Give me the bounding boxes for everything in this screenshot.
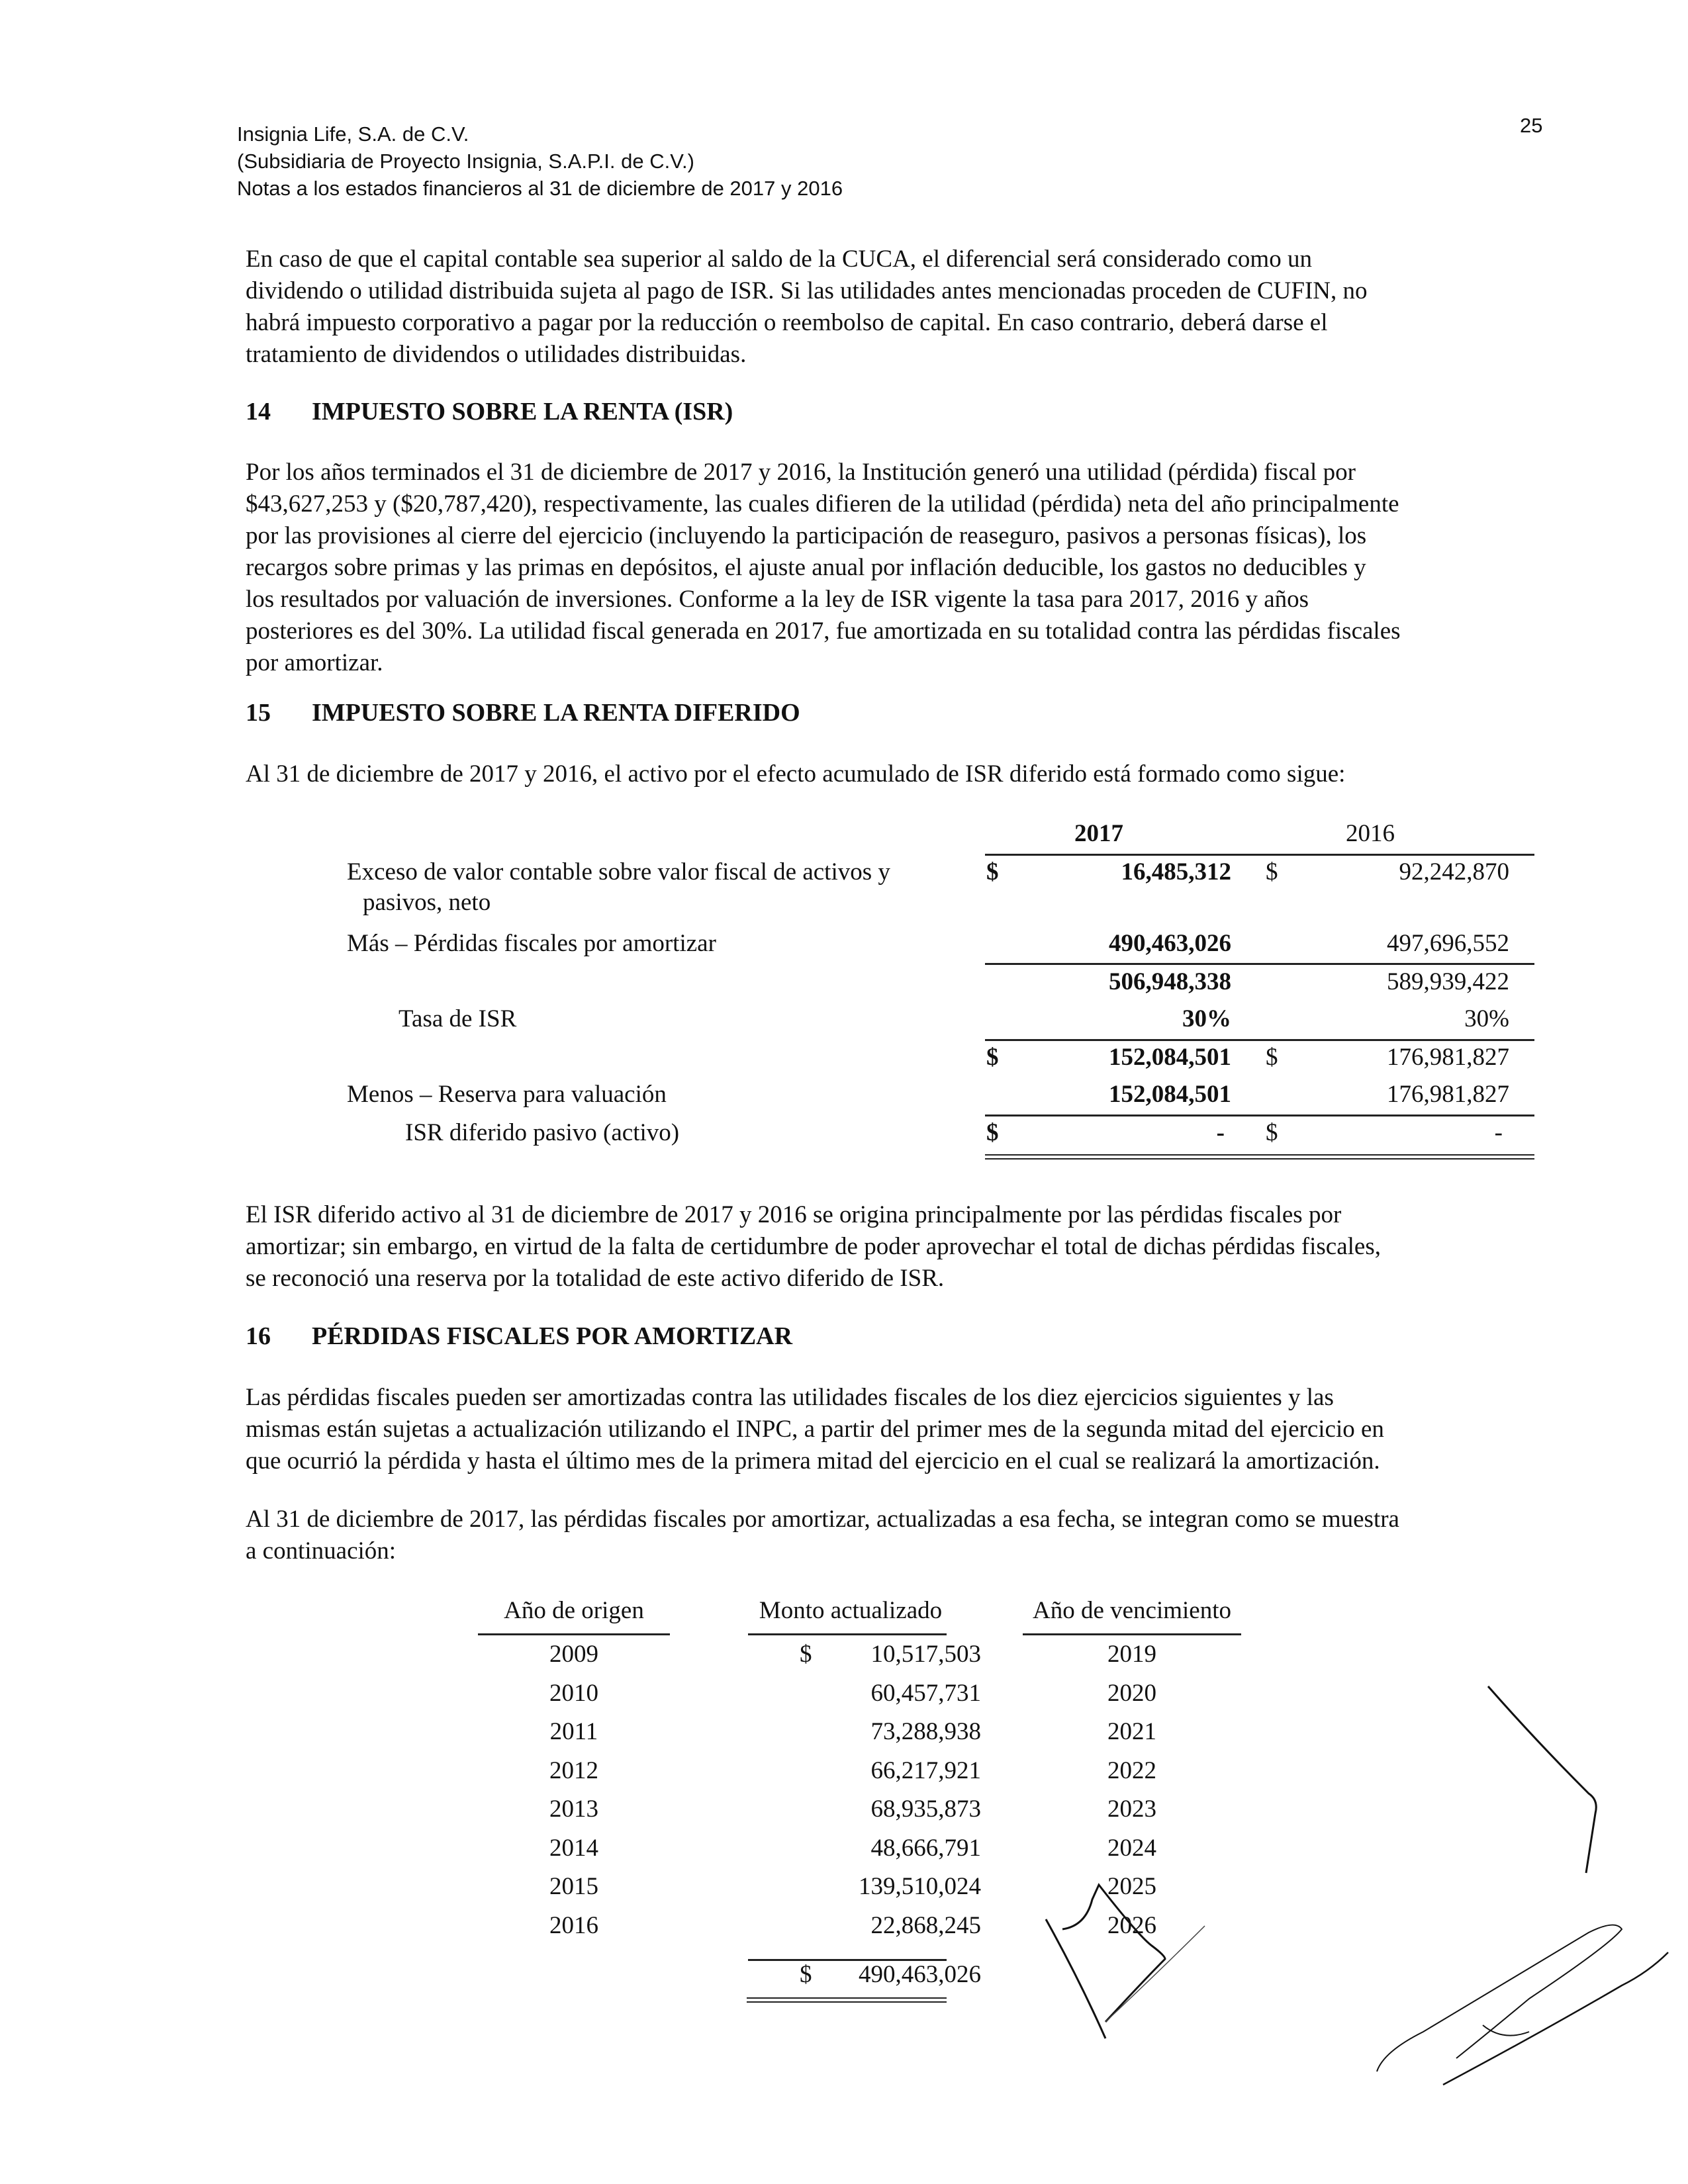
updated-amount: 10,517,503 [870,1641,981,1668]
text-line: posteriores es del 30%. La utilidad fiscal generada en 2017, fue amortizada en su totalidad contra las pérdidas fiscales [246,617,1401,645]
currency-sign: $ [1266,1119,1278,1146]
text-line: por las provisiones al cierre del ejercicio (incluyendo la participación de reaseguro, pasivos a personas físicas), los [246,522,1367,549]
updated-amount: 22,868,245 [870,1912,981,1939]
row-label: Más – Pérdidas fiscales por amortizar [347,930,716,957]
total-amount: 490,463,026 [859,1961,981,1988]
value-2016: 497,696,552 [1387,930,1509,957]
currency-sign: $ [986,858,999,886]
rule [985,1039,1534,1041]
value-2016: 176,981,827 [1387,1081,1509,1108]
expiry-year: 2019 [1107,1641,1156,1668]
section-15-intro: Al 31 de diciembre de 2017 y 2016, el activo por el efecto acumulado de ISR diferido está formado como sigue: [246,760,1346,788]
section-15-heading [246,698,800,727]
row-label: Menos – Reserva para valuación [347,1081,667,1108]
rule [478,1633,670,1635]
section-16-paragraph-1 [246,1382,1556,1477]
document-header [237,120,843,202]
column-header-2016: 2016 [1346,820,1395,847]
double-rule-bottom [747,2001,947,2003]
origin-year: 2009 [549,1641,598,1668]
origin-year: 2016 [549,1912,598,1939]
updated-amount: 139,510,024 [859,1873,981,1900]
row-label: Exceso de valor contable sobre valor fiscal de activos y [347,858,890,886]
text-line: tratamiento de dividendos o utilidades distribuidas. [246,341,747,368]
origin-year: 2015 [549,1873,598,1900]
text-line: En caso de que el capital contable sea superior al saldo de la CUCA, el diferencial será considerado como un [246,246,1312,273]
section-number: 14 [246,398,271,426]
expiry-year: 2020 [1107,1680,1156,1707]
currency-sign: $ [800,1961,812,1988]
value-2017: - [1216,1119,1225,1146]
rule [748,1633,947,1635]
row-label-cont: pasivos, neto [363,889,491,916]
column-header-updated-amount: Monto actualizado [759,1597,943,1624]
rule [985,963,1534,965]
text-line: Por los años terminados el 31 de diciembre de 2017 y 2016, la Institución generó una utilidad (pérdida) fiscal por [246,459,1356,486]
value-2017: 152,084,501 [1109,1081,1231,1108]
signature-initial-mark [1483,1681,1615,1893]
origin-year: 2010 [549,1680,598,1707]
value-2016: 92,242,870 [1399,858,1509,886]
text-line: mismas están sujetas a actualización utilizando el INPC, a partir del primer mes de la segunda mitad del ejercicio en [246,1416,1384,1443]
row-label: ISR diferido pasivo (activo) [405,1119,680,1146]
expiry-year: 2022 [1107,1757,1156,1784]
section-14-heading [246,397,733,426]
value-2017: 490,463,026 [1109,930,1231,957]
updated-amount: 66,217,921 [870,1757,981,1784]
text-line: recargos sobre primas y las primas en depósitos, el ajuste anual por inflación deducible, los gastos no deducibles y [246,554,1366,581]
section-number: 16 [246,1322,271,1350]
section-title: IMPUESTO SOBRE LA RENTA (ISR) [312,398,733,426]
expiry-year: 2023 [1107,1796,1156,1823]
text-line: $43,627,253 y ($20,787,420), respectivamente, las cuales difieren de la utilidad (pérdida) neta del año principalmente [246,490,1399,518]
expiry-year: 2021 [1107,1718,1156,1745]
signature-1 [1033,1873,1324,2124]
notes-subtitle: Notas a los estados financieros al 31 de diciembre de 2017 y 2016 [237,177,843,200]
expiry-year: 2025 [1107,1873,1156,1900]
updated-amount: 73,288,938 [870,1718,981,1745]
value-2016: - [1494,1119,1503,1146]
text-line: El ISR diferido activo al 31 de diciembre de 2017 y 2016 se origina principalmente por las pérdidas fiscales por [246,1201,1342,1228]
double-rule-top [747,1997,947,1999]
expiry-year: 2026 [1107,1912,1156,1939]
currency-sign: $ [986,1119,999,1146]
text-line: amortizar; sin embargo, en virtud de la falta de certidumbre de poder aprovechar el total de dichas pérdidas fiscales, [246,1233,1382,1260]
value-2017: 16,485,312 [1121,858,1231,886]
text-line: que ocurrió la pérdida y hasta el último mes de la primera mitad del ejercicio en el cual se realizará la amortización. [246,1447,1380,1475]
value-2017: 506,948,338 [1109,968,1231,995]
signature-2 [1370,1899,1681,2098]
updated-amount: 68,935,873 [870,1796,981,1823]
currency-sign: $ [800,1641,812,1668]
column-header-expiry-year: Año de vencimiento [1032,1597,1232,1624]
double-rule-top [985,1154,1534,1156]
currency-sign: $ [1266,1044,1278,1071]
column-header-origin-year: Año de origen [504,1597,644,1624]
parent-company: (Subsidiaria de Proyecto Insignia, S.A.P.I. de C.V.) [237,150,694,173]
updated-amount: 48,666,791 [870,1835,981,1862]
origin-year: 2013 [549,1796,598,1823]
updated-amount: 60,457,731 [870,1680,981,1707]
text-line: Las pérdidas fiscales pueden ser amortizadas contra las utilidades fiscales de los diez ejercicios siguientes y las [246,1384,1334,1411]
value-2017: 30% [1182,1005,1231,1032]
section-15-after-paragraph [246,1199,1556,1295]
value-2016: 589,939,422 [1387,968,1509,995]
text-line: dividendo o utilidad distribuida sujeta al pago de ISR. Si las utilidades antes mencionadas proceden de CUFIN, no [246,277,1368,304]
rule [1023,1633,1241,1635]
section-title: IMPUESTO SOBRE LA RENTA DIFERIDO [312,699,800,727]
text-line: a continuación: [246,1537,397,1565]
value-2017: 152,084,501 [1109,1044,1231,1071]
section-title: PÉRDIDAS FISCALES POR AMORTIZAR [312,1322,793,1350]
page-number: 25 [1520,114,1543,137]
section-16-paragraph-2 [246,1504,1556,1567]
column-header-2017: 2017 [1074,820,1123,847]
company-name: Insignia Life, S.A. de C.V. [237,122,469,146]
value-2016: 30% [1464,1005,1509,1032]
double-rule-bottom [985,1158,1534,1160]
text-line: por amortizar. [246,649,383,676]
rule [985,1115,1534,1116]
text-line: los resultados por valuación de inversiones. Conforme a la ley de ISR vigente la tasa para 2017, 2016 y años [246,586,1309,613]
section-14-paragraph [246,457,1556,679]
origin-year: 2014 [549,1835,598,1862]
text-line: habrá impuesto corporativo a pagar por la reducción o reembolso de capital. En caso contrario, deberá darse el [246,309,1328,336]
section-16-heading [246,1322,792,1351]
text-line: se reconoció una reserva por la totalidad de este activo diferido de ISR. [246,1265,945,1292]
currency-sign: $ [1266,858,1278,886]
text-line: Al 31 de diciembre de 2017, las pérdidas fiscales por amortizar, actualizadas a esa fecha, se integran como se muestra [246,1506,1399,1533]
origin-year: 2012 [549,1757,598,1784]
row-label: Tasa de ISR [399,1005,517,1032]
origin-year: 2011 [549,1718,598,1745]
intro-paragraph [246,244,1556,371]
section-number: 15 [246,699,271,727]
rule [985,854,1534,856]
currency-sign: $ [986,1044,999,1071]
value-2016: 176,981,827 [1387,1044,1509,1071]
expiry-year: 2024 [1107,1835,1156,1862]
